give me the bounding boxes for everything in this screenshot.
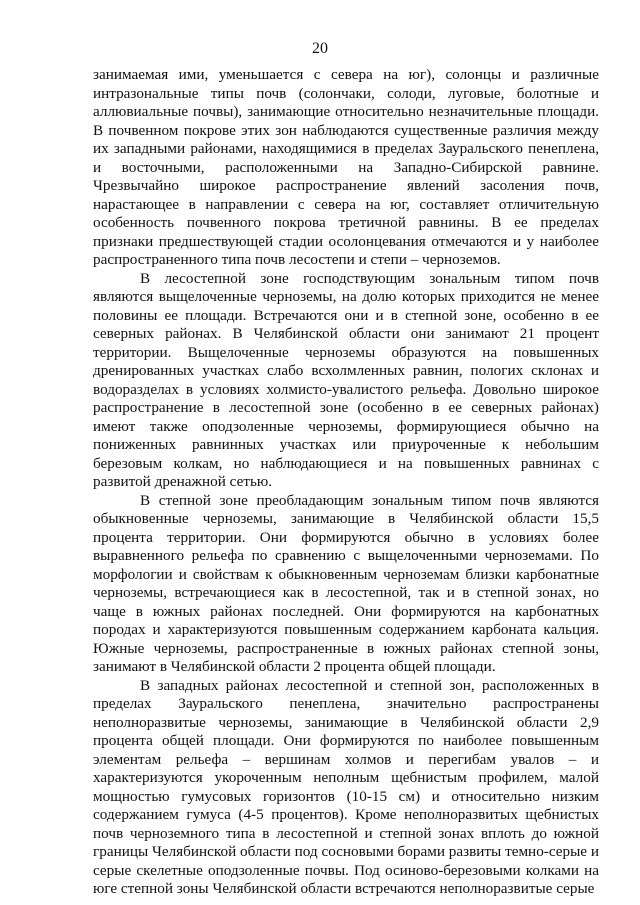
paragraph-3: В степной зоне преобладающим зональным типом почв являются обыкновенные черноземы, занимающие в Челябинской области 15,5 процента территории. Они формируются обычно в условиях более выравненного рельефа по сравнению с выщелоченными черноземами. По морфологии и свойствам к обыкновенным черноземам близки карбонатные черноземы, встречающиеся как в лесостепной, так и в степной зонах, но чаще в южных районах последней. Они формируются на карбонатных породах и характеризуются повышенным содержанием карбоната кальция. Южные черноземы, распространенные в южных районах степной зоны, занимают в Челябинской области 2 процента общей площади. [93,491,599,675]
document-body [93,66,599,899]
page-number: 20 [312,40,328,57]
paragraph-2: В лесостепной зоне господствующим зональным типом почв являются выщелоченные черноземы, на долю которых приходится не менее половины ее площади. Встречаются они и в степной зоне, особенно в ее северных районах. В Челябинской области они занимают 21 процент территории. Выщелоченные черноземы образуются на повышенных дренированных участках слабо всхолмленных равнин, пологих склонах и водоразделах в условиях холмисто-увалистого рельефа. Довольно широкое распространение в лесостепной зоне (особенно в ее северных районах) имеют также оподзоленные черноземы, формирующиеся обычно на пониженных равнинных участках или приуроченные к небольшим березовым колкам, но наблюдающиеся и на повышенных равнинах с развитой дренажной сетью. [93,269,599,490]
paragraph-1: занимаемая ими, уменьшается с севера на юг), солонцы и различные интразональные типы почв (солончаки, солоди, луговые, болотные и аллювиальные почвы), занимающие относительно незначительные площади. В почвенном покрове этих зон наблюдаются существенные различия между их западными районами, находящимися в пределах Зауральского пенеплена, и восточными, расположенными на Западно-Сибирской равнине. Чрезвычайно широкое распространение явлений засоления почв, нарастающее в направлении с севера на юг, составляет отличительную особенность почвенного покрова третичной равнины. В ее пределах признаки предшествующей стадии осолонцевания отмечаются и у наиболее распространенного типа почв лесостепи и степи – черноземов. [93,66,599,268]
paragraph-4: В западных районах лесостепной и степной зон, расположенных в пределах Зауральского пенеплена, значительно распространены неполноразвитые черноземы, занимающие в Челябинской области 2,9 процента общей площади. Они формируются по наиболее повышенным элементам рельефа – вершинам холмов и перегибам увалов – и характеризуются укороченным неполным щебнистым профилем, малой мощностью гумусовых горизонтов (10-15 см) и относительно низким содержанием гумуса (4-5 процентов). Кроме неполноразвитых щебнистых почв черноземного типа в лесостепной и степной зонах вплоть до южной границы Челябинской области под сосновыми борами развиты темно-серые и серые скелетные оподзоленные почвы. Под осиново-березовыми колками на юге степной зоны Челябинской области встречаются неполноразвитые серые [93,676,599,897]
